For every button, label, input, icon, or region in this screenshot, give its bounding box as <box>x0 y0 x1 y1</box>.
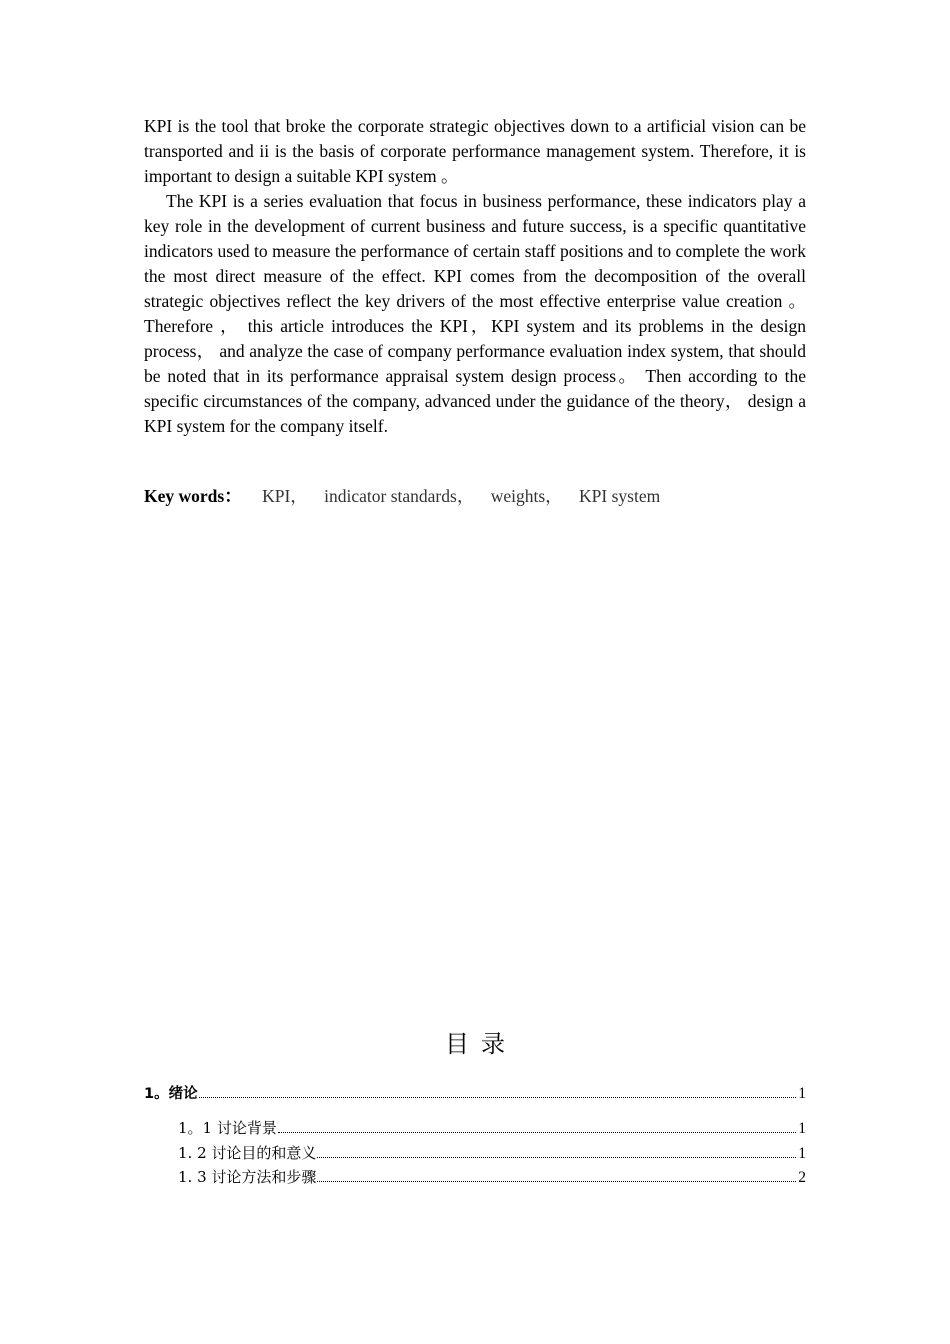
keywords-colon: ： <box>224 486 242 506</box>
abstract-paragraph-2: The KPI is a series evaluation that focus in business performance, these indicators play a key role in the development of current business and future success, is a specific quantitative indicators used to measure the performance of certain staff positions and to complete the work the most direct measure of the effect. KPI comes from the decomposition of the overall strategic objectives reflect the key drivers of the most effective enterprise value creation 。 Therefore ， this article introduces the KPI，KPI system and its problems in the design process， and analyze the case of company performance evaluation index system, that should be noted that in its performance appraisal system design process。 Then according to the specific circumstances of the company, advanced under the guidance of the theory， design a KPI system for the company itself. <box>144 191 806 436</box>
toc-entry-label: 1. 3 讨论方法和步骤 <box>178 1168 317 1186</box>
toc-entry-1-2[interactable] <box>178 1142 806 1165</box>
abstract-section <box>144 114 806 439</box>
toc-dot-leader <box>199 1097 797 1098</box>
keyword-separator: ， <box>456 486 475 506</box>
toc-page-number: 1 <box>798 1120 806 1137</box>
toc-page-number: 1 <box>798 1145 806 1162</box>
keywords-label: Key words <box>144 486 225 506</box>
toc-dot-leader <box>317 1181 796 1182</box>
keyword-item: KPI <box>262 486 291 506</box>
toc-dot-leader <box>278 1132 796 1133</box>
keyword-separator: ， <box>545 486 563 506</box>
toc-page-number: 1 <box>798 1085 806 1102</box>
toc-page-number: 2 <box>798 1169 806 1186</box>
toc-entry-1[interactable] <box>144 1083 806 1105</box>
toc-entry-label: 1。绪论 <box>144 1086 198 1102</box>
toc-entry-label: 1。1 讨论背景 <box>178 1119 277 1137</box>
toc-entry-1-1[interactable] <box>178 1117 806 1140</box>
keyword-item: weights <box>490 486 546 506</box>
keyword-item: indicator standards <box>324 486 457 506</box>
toc-title: 目录 <box>445 1030 517 1058</box>
toc-entry-1-3[interactable] <box>178 1166 806 1189</box>
keyword-item: KPI system <box>579 486 661 506</box>
toc-dot-leader <box>317 1157 796 1158</box>
keywords-line <box>144 484 806 509</box>
keyword-separator: ， <box>290 486 308 506</box>
toc-entry-label: 1. 2 讨论目的和意义 <box>178 1144 317 1162</box>
abstract-paragraph-1: KPI is the tool that broke the corporate strategic objectives down to a artificial vision can be transported and ii is the basis of corporate performance management system. Therefore, it is important to design a suitable KPI system 。 <box>144 116 806 186</box>
